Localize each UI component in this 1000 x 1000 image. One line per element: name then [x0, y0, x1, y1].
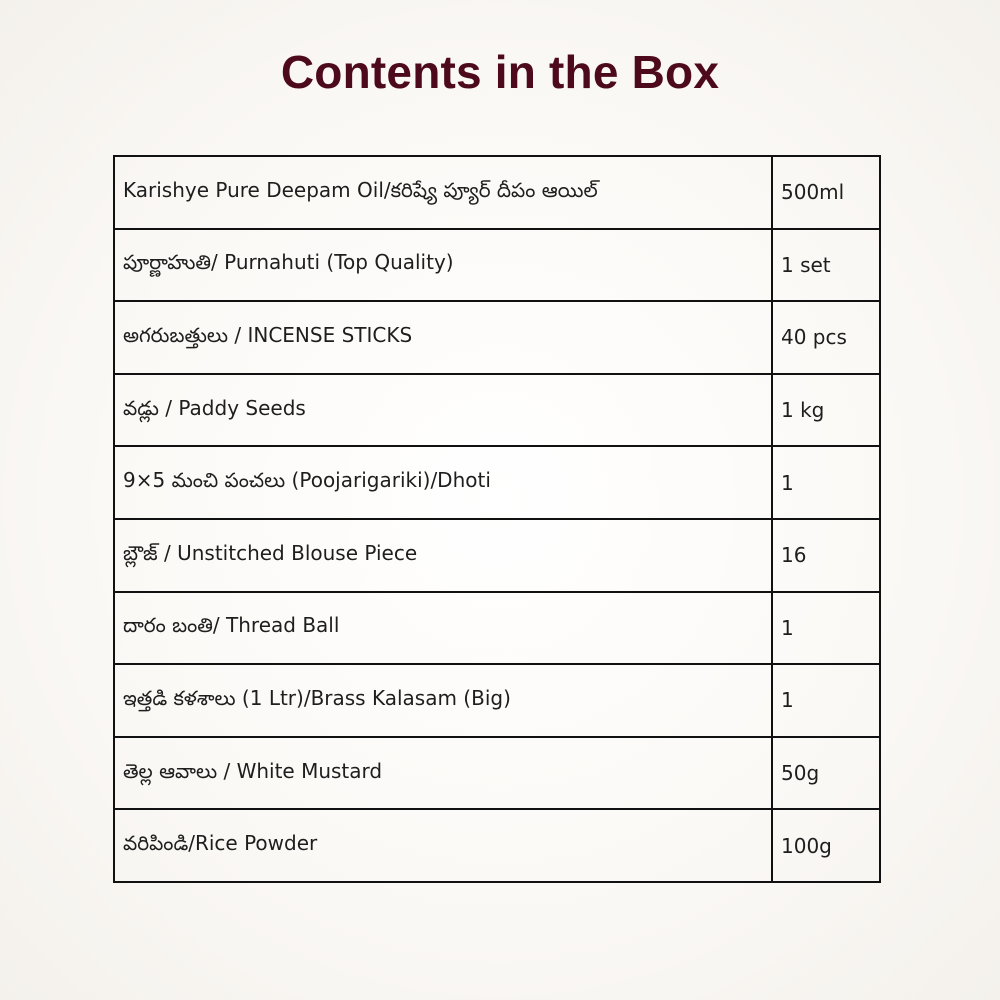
item-quantity-cell: 1 — [772, 446, 880, 519]
item-name-cell: అగరుబత్తులు / INCENSE STICKS — [114, 301, 772, 374]
item-name-cell: పూర్ణాహుతి/ Purnahuti (Top Quality) — [114, 229, 772, 302]
item-name-cell: 9×5 మంచి పంచలు (Poojarigariki)/Dhoti — [114, 446, 772, 519]
contents-table — [113, 155, 881, 883]
item-quantity-cell: 100g — [772, 809, 880, 882]
item-name-cell: దారం బంతి/ Thread Ball — [114, 592, 772, 665]
item-quantity-cell: 1 kg — [772, 374, 880, 447]
table-row — [114, 809, 880, 882]
table-row — [114, 229, 880, 302]
item-quantity-cell: 1 — [772, 592, 880, 665]
contents-table-body — [114, 156, 880, 882]
table-row — [114, 737, 880, 810]
table-row — [114, 156, 880, 229]
item-name-cell: బ్లౌజ్ / Unstitched Blouse Piece — [114, 519, 772, 592]
table-row — [114, 374, 880, 447]
item-quantity-cell: 1 — [772, 664, 880, 737]
table-row — [114, 519, 880, 592]
table-row — [114, 592, 880, 665]
item-name-cell: వడ్లు / Paddy Seeds — [114, 374, 772, 447]
page-title: Contents in the Box — [280, 46, 720, 98]
item-quantity-cell: 40 pcs — [772, 301, 880, 374]
item-name-cell: Karishye Pure Deepam Oil/కరిష్యే ప్యూర్ దీపం ఆయిల్ — [114, 156, 772, 229]
table-row — [114, 301, 880, 374]
table-row — [114, 664, 880, 737]
item-name-cell: తెల్ల ఆవాలు / White Mustard — [114, 737, 772, 810]
item-name-cell: వరిపిండి/Rice Powder — [114, 809, 772, 882]
item-name-cell: ఇత్తడి కళశాలు (1 Ltr)/Brass Kalasam (Big) — [114, 664, 772, 737]
item-quantity-cell: 50g — [772, 737, 880, 810]
item-quantity-cell: 16 — [772, 519, 880, 592]
table-row — [114, 446, 880, 519]
item-quantity-cell: 1 set — [772, 229, 880, 302]
item-quantity-cell: 500ml — [772, 156, 880, 229]
